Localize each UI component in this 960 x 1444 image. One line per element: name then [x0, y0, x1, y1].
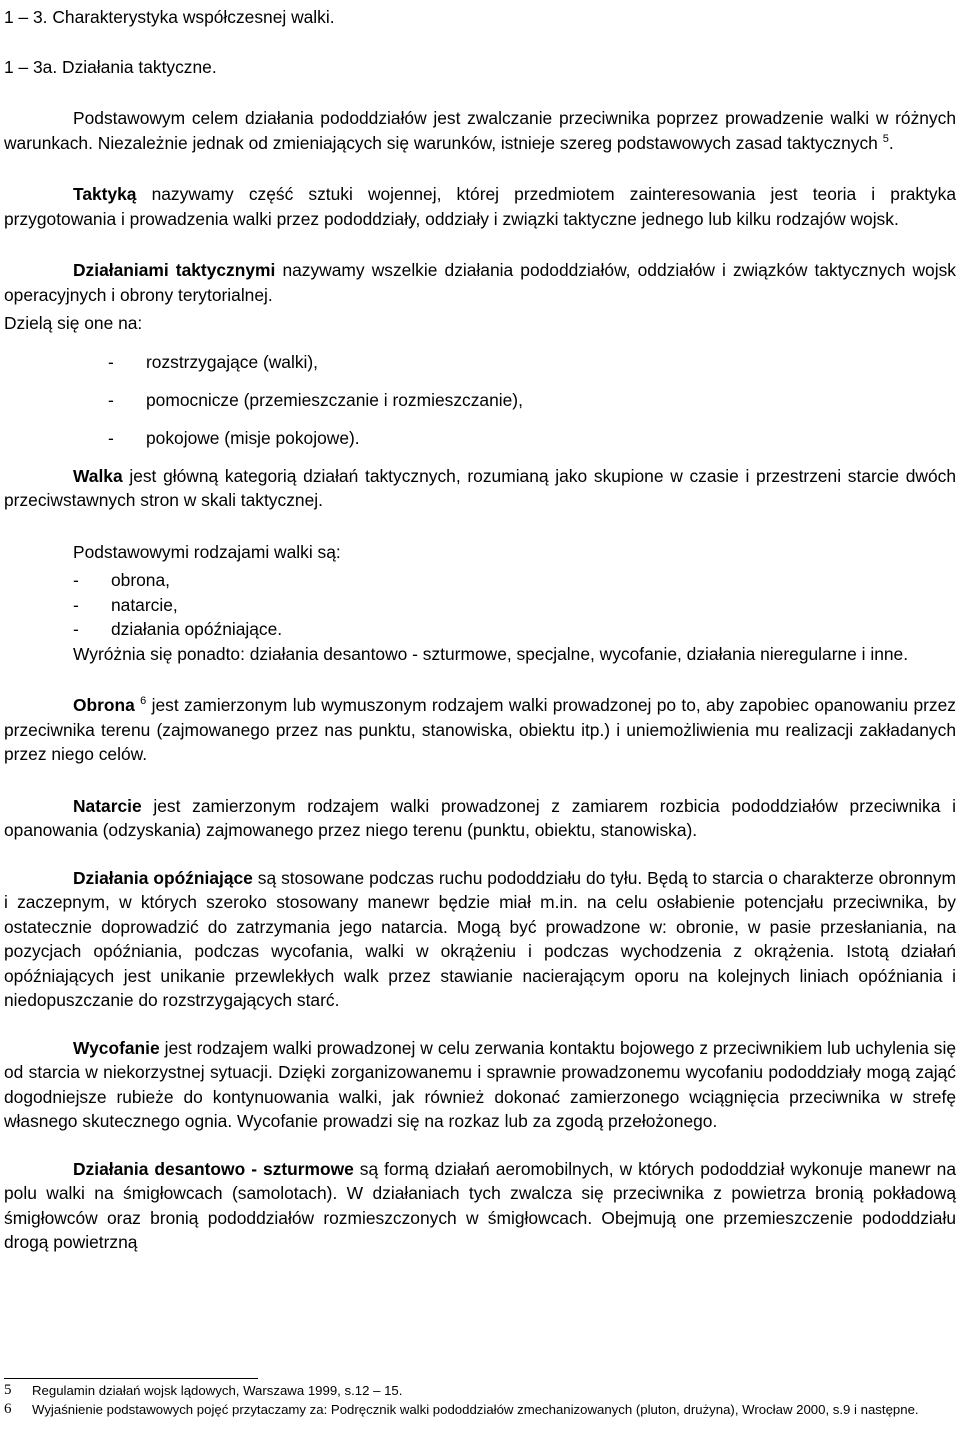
obrona-term: Obrona: [73, 695, 135, 715]
list-item: - obrona,: [73, 570, 170, 590]
opozniajace-text: są stosowane podczas ruchu pododdziału do tyłu. Będą to starcia o charakterze obronnym i zaczepnym, w których szeroko stosowany manewr będzie miał m.in. na celu osłabienie potencjału przeciwnika, by ostatecznie doprowadzić do zatrzymania jego natarcia. Mogą być prowadzone w: obronie, w pasie przesłaniania, na pozycjach opóźniania, podczas wycofania, walki w okrążeniu i podczas wychodzenia z okrążenia. Istotą działań opóźniających jest unikanie przewlekłych walk przez stawianie nacierającym oporu na kolejnych liniach opóźniania i niedopuszczanie do rozstrzygających starć.: [4, 867, 956, 1010]
walka-paragraph: [4, 464, 956, 513]
list-item-text: obrona,: [111, 570, 170, 590]
natarcie-text: jest zamierzonym rodzajem walki prowadzonej z zamiarem rozbicia pododdziałów przeciwnika i opanowania (odzyskania) zajmowanego przez niego terenu (punktu, obiektu, stanowiska).: [4, 795, 956, 840]
intro-paragraph: [4, 106, 956, 155]
footnote-ref-5[interactable]: 5: [882, 132, 889, 145]
list-item-text: natarcie,: [111, 594, 178, 615]
natarcie-paragraph: [4, 794, 956, 843]
section-heading: 1 – 3. Charakterystyka współczesnej walki.: [4, 7, 335, 27]
rodzaje-label: Podstawowymi rodzajami walki są:: [73, 541, 341, 562]
footnote-ref-6[interactable]: 6: [140, 695, 147, 708]
obrona-text: jest zamierzonym lub wymuszonym rodzajem walki prowadzonej po to, aby zapobiec opanowaniu przez przeciwnika terenu (zajmowanego przez nas punktu, stanowiska, obiektu itp.) i uniemożliwienia mu realizacji zakładanych przez niego celów.: [4, 695, 956, 764]
opozniajace-paragraph: [4, 866, 956, 1013]
dziela-list: [4, 350, 956, 451]
natarcie-term: Natarcie: [73, 795, 142, 816]
list-item-text: pokojowe (misje pokojowe).: [146, 427, 360, 448]
list-item: - działania opóźniające.: [73, 619, 283, 639]
wycofanie-paragraph: [4, 1036, 956, 1134]
footnote: [4, 1400, 954, 1419]
desant-term: Działania desantowo - szturmowe: [73, 1158, 354, 1179]
intro-end: .: [888, 132, 894, 153]
wycofanie-term: Wycofanie: [73, 1037, 160, 1058]
footnote-number: 5: [4, 1382, 12, 1398]
obrona-paragraph: [4, 693, 956, 767]
list-item: - natarcie,: [73, 594, 178, 615]
opozniajace-term: Działania opóźniające: [73, 867, 253, 888]
footnote-text: Regulamin działań wojsk lądowych, Warszawa 1999, s.12 – 15.: [32, 1383, 403, 1398]
list-item-text: działania opóźniające.: [111, 619, 283, 639]
wycofanie-text: jest rodzajem walki prowadzonej w celu zerwania kontaktu bojowego z przeciwnikiem lub uchylenia się od starcia w niekorzystnej sytuacji. Dzięki zorganizowanemu i sprawnie prowadzonemu wycofaniu pododdziały mogą zająć dogodniejsze rubieże do kontynuowania walki, jak również dokonać zamierzonego wciągnięcia przeciwnika w strefę własnego skutecznego ognia. Wycofanie prowadzi się na rozkaz lub za zgodą przełożonego.: [4, 1037, 956, 1131]
rodzaje-items: [4, 568, 956, 642]
taktyka-term: Taktyką: [73, 184, 137, 204]
list-item: - rozstrzygające (walki),: [108, 351, 319, 372]
dzialania-text: nazywamy wszelkie działania pododdziałów, oddziałów i związków taktycznych wojsk operacyjnych i obrony terytorialnej.: [4, 260, 956, 305]
list-item-text: rozstrzygające (walki),: [146, 351, 319, 372]
footnote: [4, 1381, 954, 1400]
taktyka-paragraph: [4, 182, 956, 231]
wyroznia-paragraph: Wyróżnia się ponadto: działania desantowo - szturmowe, specjalne, wycofanie, działania nieregularne i inne.: [73, 643, 909, 664]
walka-term: Walka: [73, 465, 123, 486]
footnote-text: Wyjaśnienie podstawowych pojęć przytaczamy za: Podręcznik walki pododdziałów zmechanizowanych (pluton, drużyna), Wrocław 2000, s.9 i następne.: [32, 1402, 919, 1417]
dzialania-paragraph: [4, 258, 956, 307]
desant-text: są formą działań aeromobilnych, w których pododdział wykonuje manewr na polu walki na śmigłowcach (samolotach). W działaniach tych zwalcza się przeciwnika z powietrza bronią pokładową śmigłowców oraz bronią pododdziałów rozmieszczonych w śmigłowcach. Obejmują one przemieszczenie pododdziału drogą powietrzną: [4, 1158, 956, 1252]
desant-paragraph: [4, 1157, 956, 1255]
dzialania-term: Działaniami taktycznymi: [73, 260, 276, 280]
subsection-heading: 1 – 3a. Działania taktyczne.: [4, 56, 217, 77]
list-item-text: pomocnicze (przemieszczanie i rozmieszczanie),: [146, 389, 523, 410]
footnote-divider: [4, 1378, 258, 1379]
document-page: [4, 0, 956, 1255]
intro-text: Podstawowym celem działania pododdziałów jest zwalczanie przeciwnika poprzez prowadzenie walki w różnych warunkach. Niezależnie jednak od zmieniających się warunków, istnieje szereg podstawowych zasad taktycznych: [4, 108, 956, 153]
list-item: - pokojowe (misje pokojowe).: [108, 427, 360, 448]
walka-text: jest główną kategorią działań taktycznych, rozumianą jako skupione w czasie i przestrzeni starcie dwóch przeciwstawnych stron w skali taktycznej.: [4, 465, 956, 510]
footnote-number: 6: [4, 1401, 12, 1417]
dziela-label: Dzielą się one na:: [4, 313, 143, 333]
list-item: - pomocnicze (przemieszczanie i rozmieszczanie),: [108, 389, 523, 410]
taktyka-text: nazywamy część sztuki wojennej, której przedmiotem zainteresowania jest teoria i praktyka przygotowania i prowadzenia walki przez pododdziały, oddziały i związki taktyczne jednego lub kilku rodzajów wojsk.: [4, 184, 956, 229]
footnotes: [4, 1381, 954, 1419]
